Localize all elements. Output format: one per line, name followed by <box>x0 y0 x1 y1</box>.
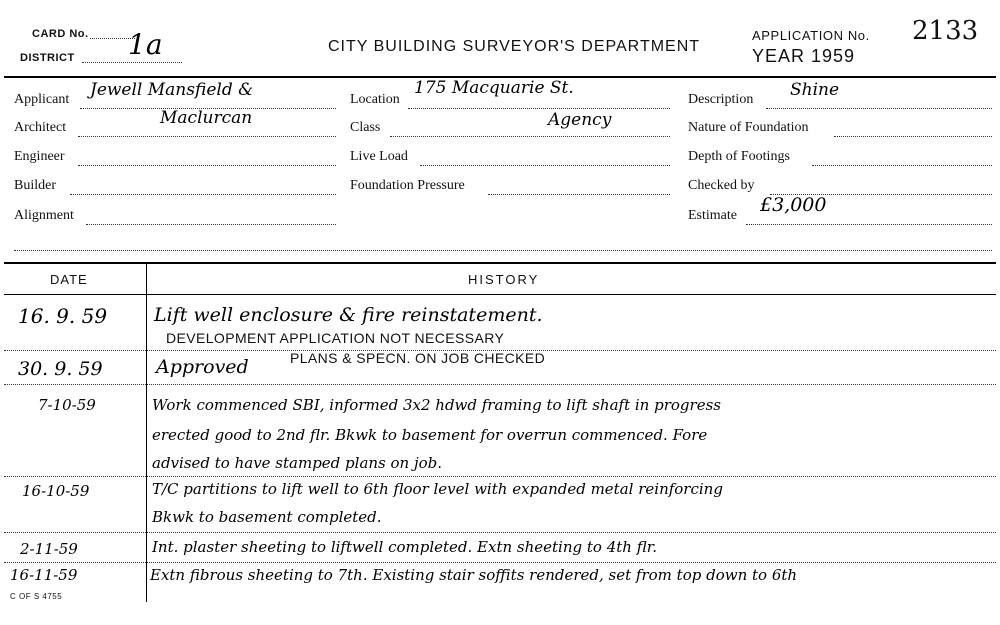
architect-label: Architect <box>14 120 67 135</box>
application-number: 2133 <box>912 16 979 46</box>
history-text: erected good to 2nd flr. Bkwk to basement for overrun commenced. Fore <box>152 426 708 444</box>
nature-of-foundation-line <box>834 136 992 137</box>
builder-label: Builder <box>14 178 56 193</box>
history-text: Int. plaster sheeting to liftwell completed. Extn sheeting to 4th flr. <box>152 538 658 556</box>
history-text: Approved <box>156 356 249 378</box>
class-line <box>390 136 670 137</box>
history-text: Work commenced SBI, informed 3x2 hdwd framing to lift shaft in progress <box>152 396 721 414</box>
year-label: YEAR 1959 <box>752 46 856 66</box>
engineer-label: Engineer <box>14 149 65 164</box>
nature-of-foundation-label: Nature of Foundation <box>688 120 809 135</box>
description-line <box>766 108 992 109</box>
history-text: T/C partitions to lift well to 6th floor level with expanded metal reinforcing <box>152 480 723 498</box>
alignment-line <box>86 224 336 225</box>
history-date: 7-10-59 <box>38 396 96 414</box>
class-label: Class <box>350 120 381 135</box>
class-value: Agency <box>548 110 612 130</box>
live-load-line <box>420 165 670 166</box>
live-load-label: Live Load <box>350 149 408 164</box>
history-stamp: DEVELOPMENT APPLICATION NOT NECESSARY <box>166 330 505 346</box>
district-value: 1a <box>128 28 163 61</box>
description-value: Shine <box>790 80 840 100</box>
history-date: 16. 9. 59 <box>18 304 108 328</box>
district-label: DISTRICT <box>20 52 75 64</box>
department-title: CITY BUILDING SURVEYOR'S DEPARTMENT <box>328 38 701 55</box>
estimate-value: £3,000 <box>760 194 827 216</box>
location-value: 175 Macquarie St. <box>414 78 574 98</box>
row-separator <box>4 532 996 533</box>
location-line <box>408 108 670 109</box>
row-separator <box>4 476 996 477</box>
history-text: advised to have stamped plans on job. <box>152 454 443 472</box>
location-label: Location <box>350 92 400 107</box>
foundation-pressure-line <box>488 194 670 195</box>
card-no-label: CARD No. <box>32 28 89 40</box>
district-line <box>82 62 182 63</box>
history-date: 30. 9. 59 <box>18 358 103 380</box>
history-text: Extn fibrous sheeting to 7th. Existing stair soffits rendered, set from top down to 6th <box>150 566 798 584</box>
history-date: 16-10-59 <box>22 482 90 500</box>
applicant-value: Jewell Mansfield & <box>90 80 254 100</box>
depth-of-footings-label: Depth of Footings <box>688 149 790 164</box>
architect-line <box>78 136 336 137</box>
history-date: 16-11-59 <box>10 566 78 584</box>
history-stamp: PLANS & SPECN. ON JOB CHECKED <box>290 350 546 366</box>
estimate-line <box>746 224 992 225</box>
description-label: Description <box>688 92 754 107</box>
architect-value: Maclurcan <box>160 108 253 128</box>
foundation-pressure-label: Foundation Pressure <box>350 178 465 193</box>
alignment-label: Alignment <box>14 208 74 223</box>
checked-by-label: Checked by <box>688 178 755 193</box>
history-text: Lift well enclosure & fire reinstatement. <box>154 304 543 326</box>
history-text: Bkwk to basement completed. <box>152 508 382 526</box>
history-header-rule <box>4 294 996 295</box>
history-date: 2-11-59 <box>20 540 78 558</box>
form-code: C OF S 4755 <box>10 592 63 601</box>
application-label: APPLICATION No. <box>752 28 870 43</box>
depth-of-footings-line <box>812 165 992 166</box>
estimate-label: Estimate <box>688 208 737 223</box>
applicant-label: Applicant <box>14 92 70 107</box>
row-separator <box>4 562 996 563</box>
builder-line <box>70 194 336 195</box>
engineer-line <box>78 165 336 166</box>
history-top-rule <box>4 262 996 264</box>
fields-bottom-line <box>14 250 992 251</box>
date-header: DATE <box>50 272 88 287</box>
history-header: HISTORY <box>468 272 540 287</box>
history-column-divider <box>146 262 147 602</box>
row-separator <box>4 384 996 385</box>
